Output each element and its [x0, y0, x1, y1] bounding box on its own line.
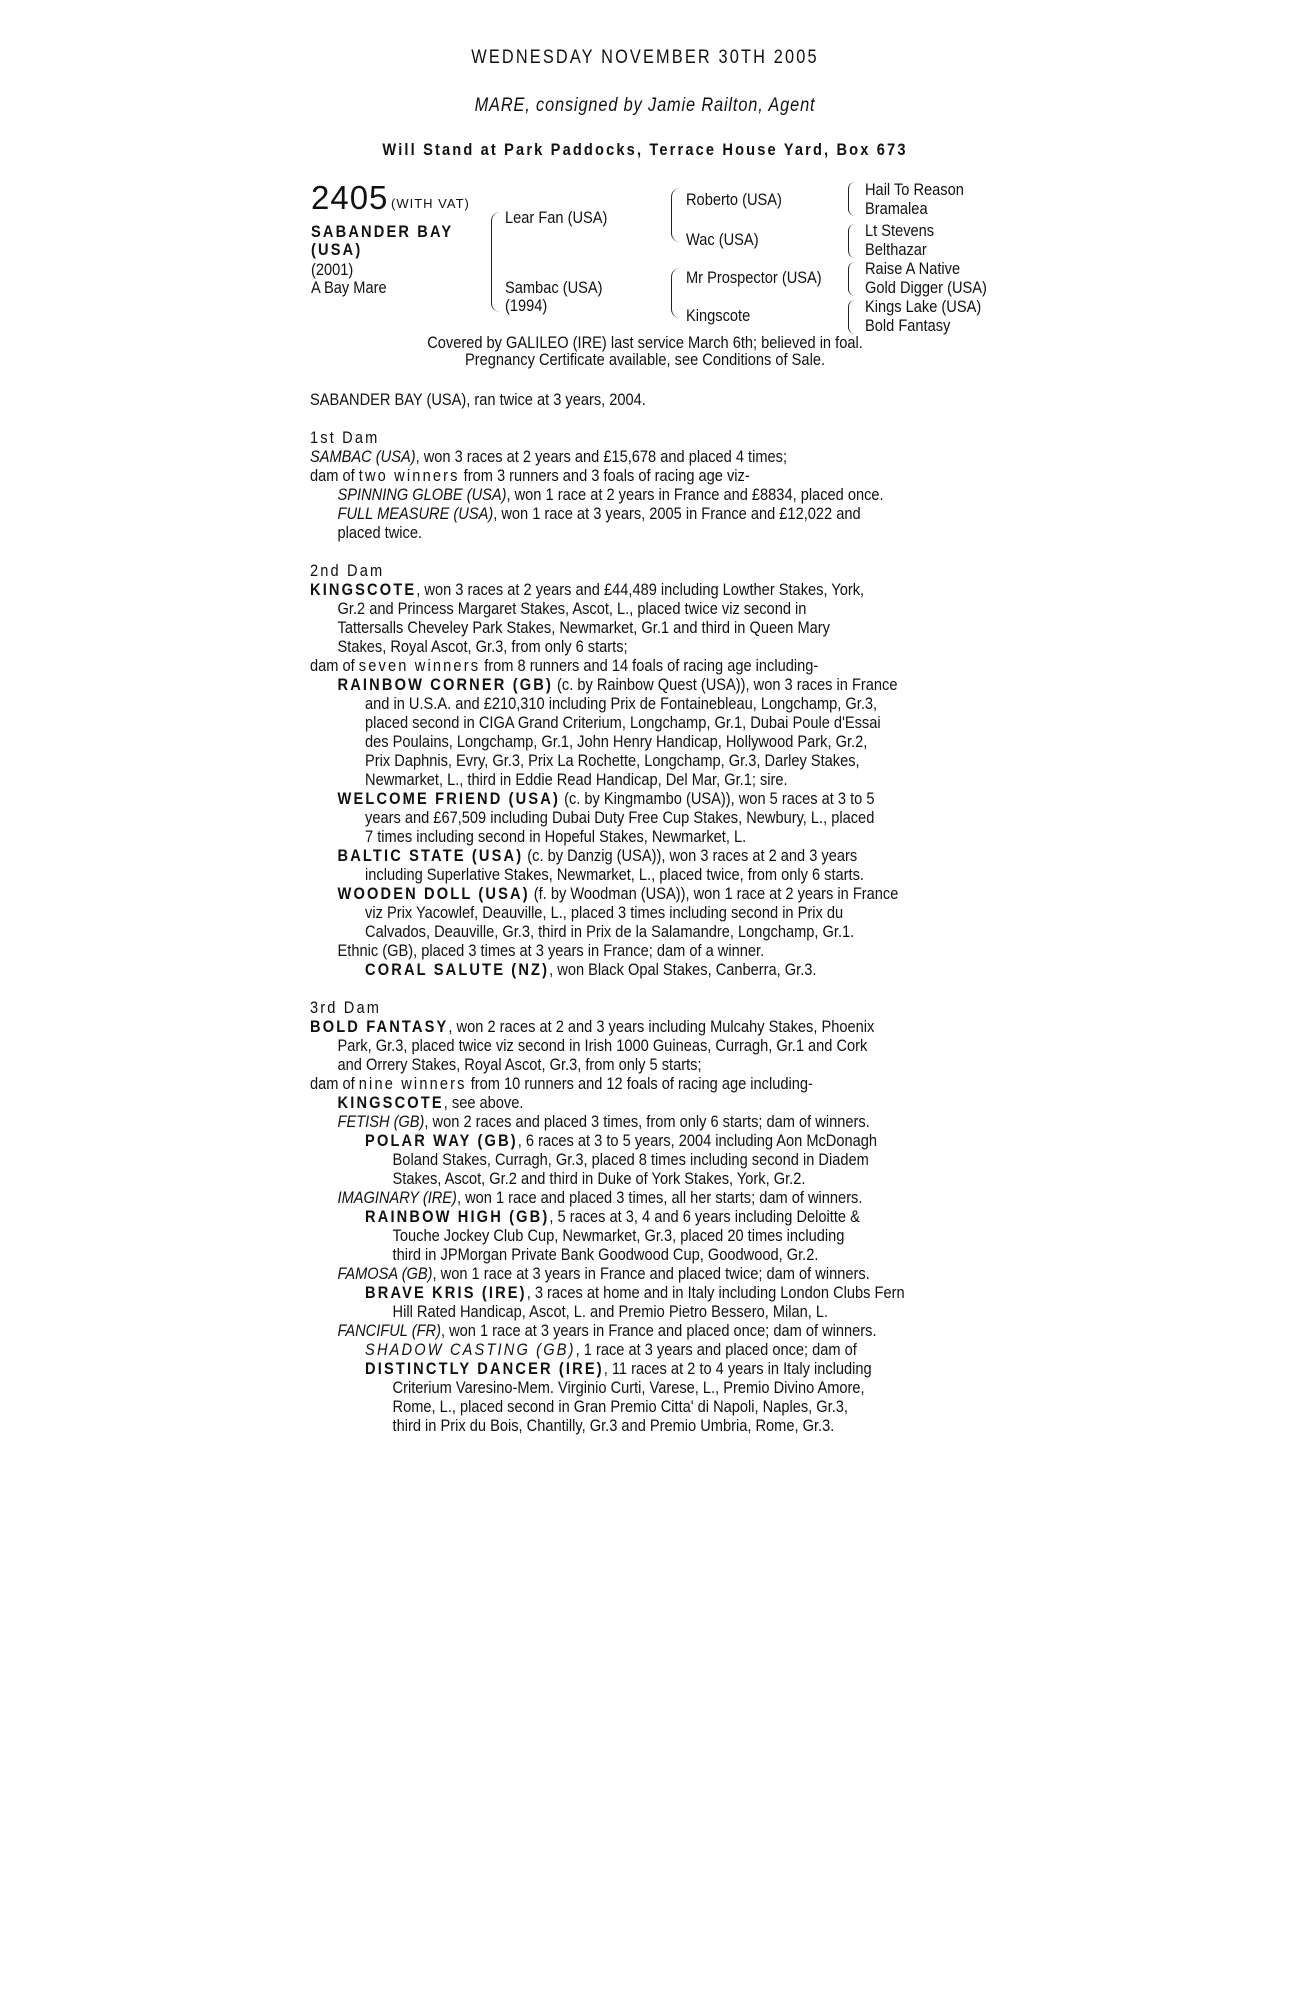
- gg-brace-1: [848, 182, 855, 216]
- progeny-name: FULL MEASURE (USA): [337, 504, 494, 523]
- progeny-name: SHADOW CASTING (GB): [365, 1340, 576, 1359]
- horse-description: A Bay Mare: [311, 278, 387, 297]
- progeny-name: BALTIC STATE (USA): [337, 846, 524, 865]
- pedigree-brace: [491, 212, 500, 312]
- progeny-name: WOODEN DOLL (USA): [337, 884, 530, 903]
- pregnancy-line: Pregnancy Certificate available, see Conditions of Sale.: [464, 350, 826, 369]
- progeny-name: KINGSCOTE: [337, 1093, 444, 1112]
- gg-1: Hail To Reason: [865, 180, 964, 199]
- dam3-heading: 3rd Dam: [310, 998, 382, 1017]
- progeny-name: RAINBOW CORNER (GB): [337, 675, 553, 694]
- intro-line: SABANDER BAY (USA), ran twice at 3 years, 2004.: [310, 390, 646, 409]
- gg-2: Bramalea: [865, 199, 928, 218]
- dam-year: (1994): [505, 296, 548, 315]
- horse-origin: (USA): [311, 240, 363, 259]
- dam1-name: SAMBAC (USA): [310, 447, 416, 466]
- gg-brace-3: [848, 262, 855, 296]
- dam1-heading: 1st Dam: [310, 428, 380, 447]
- progeny-name: FAMOSA (GB): [337, 1264, 433, 1283]
- dam-sire: Mr Prospector (USA): [686, 268, 822, 287]
- gg-3: Lt Stevens: [865, 221, 935, 240]
- progeny-name: FETISH (GB): [337, 1112, 425, 1131]
- progeny-name: WELCOME FRIEND (USA): [337, 789, 561, 808]
- progeny-name: POLAR WAY (GB): [365, 1131, 518, 1150]
- progeny-name: CORAL SALUTE (NZ): [365, 960, 550, 979]
- sire-sire: Roberto (USA): [686, 190, 782, 209]
- progeny-name: IMAGINARY (IRE): [337, 1188, 457, 1207]
- foaling-year: (2001): [311, 260, 354, 279]
- sire-dam: Wac (USA): [686, 230, 759, 249]
- progeny-name: BRAVE KRIS (IRE): [365, 1283, 527, 1302]
- vat-note: (WITH VAT): [391, 196, 470, 211]
- sale-date: WEDNESDAY NOVEMBER 30TH 2005: [471, 47, 819, 68]
- horse-name: SABANDER BAY: [311, 222, 454, 241]
- sire: Lear Fan (USA): [505, 208, 608, 227]
- gg-4: Belthazar: [865, 240, 927, 259]
- covered-line: Covered by GALILEO (IRE) last service March 6th; believed in foal.: [427, 333, 863, 352]
- progeny-name: DISTINCTLY DANCER (IRE): [365, 1359, 604, 1378]
- dam-line-brace: [671, 268, 680, 318]
- consignment-line: MARE, consigned by Jamie Railton, Agent: [474, 95, 816, 116]
- gg-5: Raise A Native: [865, 259, 961, 278]
- dam: Sambac (USA): [505, 278, 603, 297]
- gg-brace-2: [848, 224, 855, 258]
- progeny-name: RAINBOW HIGH (GB): [365, 1207, 550, 1226]
- progeny-name: SPINNING GLOBE (USA): [337, 485, 507, 504]
- catalogue-body: SABANDER BAY (USA), ran twice at 3 years, 2004. 1st Dam SAMBAC (USA), won 3 races at 2 years and £15,678 and placed 4 times; dam of two winners from 3 runners and 3 foals of racing age viz- SPINNING GLOBE (USA), won 1 race at 2 years in France and £8834, placed once. FULL MEASURE (USA), won 1 race at 3 years, 2005 in France and £12,022 and placed twice. 2nd Dam KINGSCOTE, won 3 races at 2 years and £44,489 including Lowther Stakes, York, Gr.2 and Princess Margaret Stakes, Ascot, L., placed twice viz second in Tattersalls Cheveley Park Stakes, Newmarket, Gr.1 and third in Queen Mary Stakes, Royal Ascot, Gr.3, from only 6 starts; dam of seven winners from 8 runners and 14 foals of racing age including- RAINBOW CORNER (GB) (c. by Rainbow Quest (USA)), won 3 races in France and in U.S.A. and £210,310 including Prix de Fontainebleau, Longchamp, Gr.3, placed second in CIGA Grand Criterium, Longchamp, Gr.1, Dubai Poule d'Essai des Poulains, Longchamp, Gr.1, John Henry Handicap, Hollywood Park, Gr.2, Prix Daphnis, Evry, Gr.3, Prix La Rochette, Longchamp, Gr.3, Darley Stakes, Newmarket, L., third in Eddie Read Handicap, Del Mar, Gr.1; sire. WELCOME FRIEND (USA) (c. by Kingmambo (USA)), won 5 races at 3 to 5 years and £67,509 including Dubai Duty Free Cup Stakes, Newbury, L., placed 7 times including second in Hopeful Stakes, Newmarket, L. BALTIC STATE (USA) (c. by Danzig (USA)), won 3 races at 2 and 3 years including Superlative Stakes, Newmarket, L., placed twice, from only 6 starts. WOODEN DOLL (USA) (f. by Woodman (USA)), won 1 race at 2 years in France viz Prix Yacowlef, Deauville, L., placed 3 times including second in Prix du Calvados, Deauville, Gr.3, third in Prix de la Salamandre, Longchamp, Gr.1. Ethnic (GB), placed 3 times at 3 years in France; dam of a winner. CORAL SALUTE (NZ), won Black Opal Stakes, Canberra, Gr.3. 3rd Dam BOLD FANTASY, won 2 races at 2 and 3 years including Mulcahy Stakes, Phoenix Park, Gr.3, placed twice viz second in Irish 1000 Guineas, Curragh, Gr.1 and Cork and Orrery Stakes, Royal Ascot, Gr.3, from only 5 starts; dam of nine winners from 10 runners and 12 foals of racing age including- KINGSCOTE, see above. FETISH (GB), won 2 races and placed 3 times, from only 6 starts; dam of winners. POLAR WAY (GB), 6 races at 3 to 5 years, 2004 including Aon McDonagh Boland Stakes, Curragh, Gr.3, placed 8 times including second in Diadem Stakes, Ascot, Gr.2 and third in Duke of York Stakes, York, Gr.2. IMAGINARY (IRE), won 1 race and placed 3 times, all her starts; dam of winners. RAINBOW HIGH (GB), 5 races at 3, 4 and 6 years including Deloitte & Touche Jockey Club Cup, Newmarket, Gr.3, placed 20 times including third in JPMorgan Private Bank Goodwood Cup, Goodwood, Gr.2. FAMOSA (GB), won 1 race at 3 years in France and placed twice; dam of winners. BRAVE KRIS (IRE), 3 races at home and in Italy including London Clubs Fern Hill Rated Handicap, Ascot, L. and Premio Pietro Bessero, Milan, L. FANCIFUL (FR), won 1 race at 3 years in France and placed once; dam of winners. SHADOW CASTING (GB), 1 race at 3 years and placed once; dam of DISTINCTLY DANCER (IRE), 11 races at 2 to 4 years in Italy including Criterium Varesino-Mem. Virginio Curti, Varese, L., Premio Divino Amore, Rome, L., placed second in Gran Premio Citta' di Napoli, Naples, Gr.3, third in Prix du Bois, Chantilly, Gr.3 and Premio Umbria, Rome, Gr.3.: [310, 390, 905, 1435]
- dam-dam: Kingscote: [686, 306, 751, 325]
- dam2-heading: 2nd Dam: [310, 561, 385, 580]
- lot-number: 2405: [311, 179, 389, 216]
- sire-line-brace: [671, 188, 680, 242]
- gg-6: Gold Digger (USA): [865, 278, 987, 297]
- gg-8: Bold Fantasy: [865, 316, 951, 335]
- progeny-name: FANCIFUL (FR): [337, 1321, 441, 1340]
- gg-brace-4: [848, 300, 855, 334]
- dam3-name: BOLD FANTASY: [310, 1017, 449, 1036]
- stand-location: Will Stand at Park Paddocks, Terrace House Yard, Box 673: [382, 140, 908, 159]
- dam2-name: KINGSCOTE: [310, 580, 417, 599]
- gg-7: Kings Lake (USA): [865, 297, 982, 316]
